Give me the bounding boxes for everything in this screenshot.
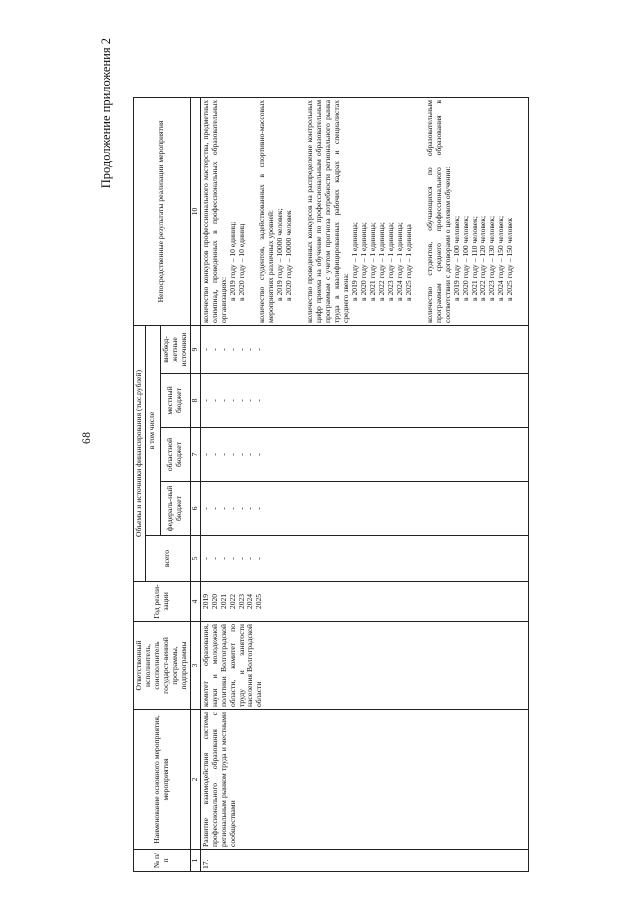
- result-item-targeted-training: [426, 100, 516, 323]
- result-line: в 2019 году – 1 единица;: [350, 222, 360, 301]
- column-number: 3: [190, 622, 200, 710]
- dash-value: -: [200, 399, 210, 402]
- dash-value: -: [227, 348, 237, 351]
- year-item: 2021: [218, 593, 228, 610]
- result-line: в 2020 году – 10 единиц: [236, 223, 246, 301]
- result-line: в 2022 году – 120 человек;: [478, 215, 488, 301]
- dash-value: -: [227, 557, 237, 560]
- extra-values: [200, 326, 529, 374]
- dash-value: -: [227, 453, 237, 456]
- result-list: [276, 100, 294, 323]
- dash-value: -: [236, 507, 246, 510]
- dash-value: -: [245, 507, 255, 510]
- header-including: в том числе: [145, 326, 160, 536]
- rotated-sheet: [99, 32, 555, 872]
- result-item-admission-contests: [306, 100, 413, 323]
- year-list: [200, 582, 529, 622]
- dash-value: -: [245, 453, 255, 456]
- federal-values: [200, 482, 529, 536]
- dash-value: -: [236, 557, 246, 560]
- dash-value: -: [227, 507, 237, 510]
- column-number: 2: [190, 710, 200, 850]
- header-extra: внебюд-жетные источники: [160, 326, 190, 374]
- result-line: в 2023 году – 1 единица;: [385, 222, 395, 301]
- header-regional: областной бюджет: [160, 428, 190, 482]
- dash-value: -: [245, 399, 255, 402]
- dash-value: -: [236, 399, 246, 402]
- dash-value: -: [254, 557, 264, 560]
- column-number: 1: [190, 850, 200, 872]
- program-activities-table: [133, 97, 529, 872]
- header-name: Наименование основного мероприятия, мероприятия: [134, 710, 191, 850]
- results-cell: [200, 98, 529, 326]
- year-item: 2019: [200, 593, 210, 610]
- result-line: в 2020 году – 1 единица;: [359, 222, 369, 301]
- responsible-executor: комитет образования, науки и молодежной политики Волгоградской области, комитет по труду и занятости населения Волгоградской области: [200, 622, 529, 710]
- dash-value: -: [200, 453, 210, 456]
- dash-value: -: [209, 507, 219, 510]
- dash-value: -: [236, 348, 246, 351]
- dash-value: -: [218, 557, 228, 560]
- header-num: № п/п: [134, 850, 191, 872]
- dash-value: -: [245, 348, 255, 351]
- result-line: в 2021 году – 1 единица;: [367, 222, 377, 301]
- dash-value: -: [218, 399, 228, 402]
- header-responsible: Ответственный исполнитель, соисполнитель государст-венной программы, подпрограммы: [134, 622, 191, 710]
- result-item-contests: [202, 100, 247, 323]
- result-list: [351, 100, 414, 323]
- header-financing: Объемы и источники финансирования (тыс.рублей): [134, 326, 146, 582]
- dash-value: -: [200, 348, 210, 351]
- total-values: [200, 536, 529, 582]
- year-item: 2025: [254, 593, 264, 610]
- result-intro: количество конкурсов профессионального мастерства, предметных олимпиад, проведенных в профессиональных образовательных организациях:: [200, 100, 228, 323]
- result-line: в 2019 году – 100 человек;: [451, 215, 461, 301]
- header-row-1: [134, 98, 146, 872]
- activity-name: Развитие взаимодействия системы профессионального образования с региональным рынком труда и местными сообществами: [200, 710, 529, 850]
- result-intro: количество проведенных конкурсов на распределение контрольных цифр приема на обучение по профессиональным образовательным программам с учетом прогноза потребности регионального рынка труда в квалифицированных рабочих кадрах и специалистах среднего звена:: [305, 100, 351, 323]
- result-list: [229, 100, 247, 323]
- row-number: 17.: [200, 850, 529, 872]
- result-line: в 2024 году – 1 единица;: [394, 222, 404, 301]
- result-line: в 2025 году – 1 единица: [403, 224, 413, 301]
- header-local: местный бюджет: [160, 374, 190, 428]
- dash-value: -: [254, 399, 264, 402]
- column-number: 5: [190, 536, 200, 582]
- header-federal: федераль-ный бюджет: [160, 482, 190, 536]
- dash-value: -: [218, 348, 228, 351]
- result-line: в 2021 году – 110 человек;: [469, 216, 479, 301]
- result-intro: количество студентов, задействованных в спортивно-массовых мероприятиях различных уровней:: [257, 100, 276, 323]
- result-line: в 2024 году – 150 человек;: [496, 215, 506, 301]
- page-number: 68: [81, 431, 93, 444]
- column-number: 6: [190, 482, 200, 536]
- year-item: 2020: [209, 593, 219, 610]
- table-row: [200, 98, 529, 872]
- result-list: [453, 100, 516, 323]
- result-item-sports: [258, 100, 294, 323]
- dash-value: -: [236, 453, 246, 456]
- result-line: в 2019 году – 10000 человек;: [275, 208, 285, 301]
- regional-values: [200, 428, 529, 482]
- dash-value: -: [227, 399, 237, 402]
- header-year: Год реали-зации: [134, 582, 191, 622]
- year-item: 2024: [245, 593, 255, 610]
- dash-value: -: [209, 348, 219, 351]
- dash-value: -: [254, 348, 264, 351]
- column-number: 7: [190, 428, 200, 482]
- dash-value: -: [209, 557, 219, 560]
- dash-value: -: [209, 453, 219, 456]
- dash-value: -: [200, 557, 210, 560]
- dash-value: -: [218, 453, 228, 456]
- dash-value: -: [209, 399, 219, 402]
- result-line: в 2020 году – 100 человек;: [460, 215, 470, 301]
- dash-value: -: [200, 507, 210, 510]
- column-number: 8: [190, 374, 200, 428]
- column-number: 4: [190, 582, 200, 622]
- dash-value: -: [254, 453, 264, 456]
- header-total: всего: [145, 536, 190, 582]
- column-number: 9: [190, 326, 200, 374]
- header-results: Непосредственные результаты реализации мероприятия: [134, 98, 191, 326]
- dash-value: -: [218, 507, 228, 510]
- year-item: 2023: [236, 593, 246, 610]
- dash-value: -: [254, 507, 264, 510]
- local-values: [200, 374, 529, 428]
- result-line: в 2023 году – 130 человек;: [487, 215, 497, 301]
- appendix-continuation-label: Продолжение приложения 2: [99, 38, 113, 189]
- column-number-row: [190, 98, 200, 872]
- result-line: в 2020 году – 10000 человек: [284, 210, 294, 301]
- column-number: 10: [190, 98, 200, 326]
- result-line: в 2022 году – 1 единица;: [376, 222, 386, 301]
- year-item: 2022: [227, 593, 237, 610]
- result-line: в 2019 году – 10 единиц;: [227, 221, 237, 301]
- result-intro: количество студентов, обучающихся по образовательным программам среднего профессионального образования в соответствии с договорами о целевом обучении:: [424, 100, 452, 323]
- result-line: в 2025 году – 150 человек: [505, 218, 515, 301]
- dash-value: -: [245, 557, 255, 560]
